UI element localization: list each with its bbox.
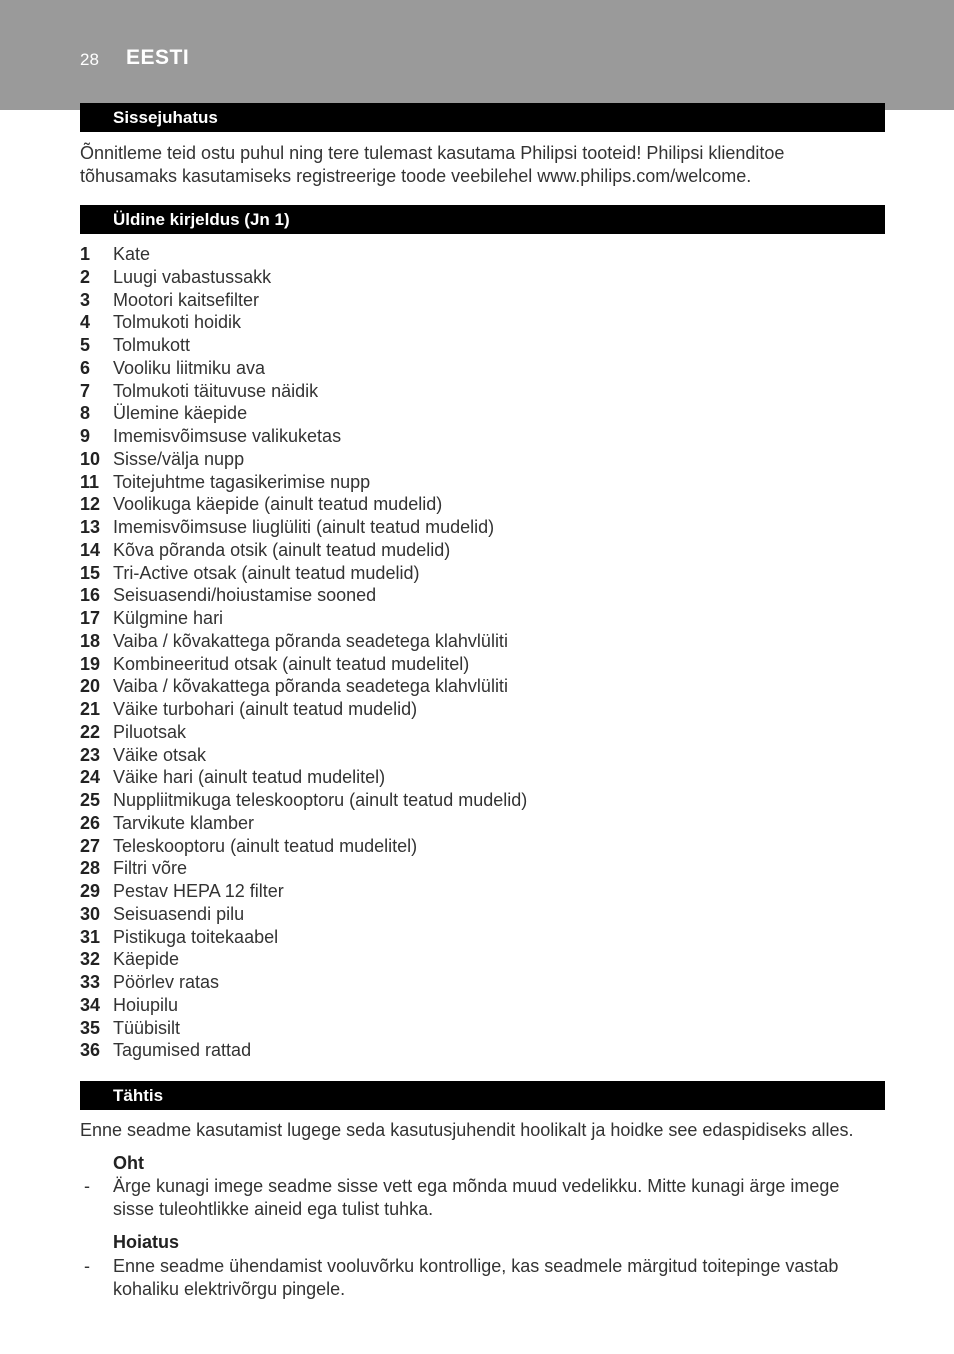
list-item	[80, 880, 527, 903]
item-number: 9	[80, 426, 91, 446]
important-paragraph: Enne seadme kasutamist lugege seda kasutusjuhendit hoolikalt ja hoidke see edaspidiseks alles.	[80, 1120, 854, 1140]
item-label: Tolmukott	[113, 335, 191, 355]
item-label: Toitejuhtme tagasikerimise nupp	[113, 471, 371, 492]
item-label: Imemisvõimsuse liuglüliti (ainult teatud mudelid)	[113, 517, 495, 537]
list-item	[80, 857, 527, 880]
header-band	[0, 0, 954, 110]
item-label: Tüübisilt	[113, 1017, 181, 1038]
list-item	[80, 744, 527, 767]
list-item	[80, 1039, 527, 1062]
section-heading-important: Tähtis	[80, 1081, 885, 1110]
item-label: Teleskooptoru (ainult teatud mudelitel)	[113, 835, 418, 856]
item-label: Hoiupilu	[113, 994, 179, 1015]
list-item	[80, 471, 527, 494]
list-item	[80, 357, 527, 380]
list-item	[80, 584, 527, 607]
item-number: 35	[80, 1017, 101, 1038]
list-item	[80, 289, 527, 312]
item-label: Sisse/välja nupp	[113, 448, 245, 469]
list-item	[80, 448, 527, 471]
list-item	[80, 812, 527, 835]
item-number: 20	[80, 676, 101, 697]
danger-text: Ärge kunagi imege seadme sisse vett ega mõnda muud vedelikku. Mitte kunagi ärge imege sisse tuleohtlikke aineid ega tulist tuhka.	[113, 1176, 840, 1219]
item-label: Pestav HEPA 12 filter	[113, 881, 284, 901]
list-item	[80, 425, 527, 448]
item-label: Vaiba / kõvakattega põranda seadetega klahvlüliti	[113, 676, 508, 697]
list-item	[80, 721, 527, 744]
item-label: Kate	[113, 244, 151, 264]
item-number: 27	[80, 835, 101, 856]
list-item	[80, 380, 527, 403]
item-number: 23	[80, 744, 101, 765]
item-number: 11	[80, 471, 100, 492]
item-number: 22	[80, 721, 101, 742]
list-item	[80, 607, 527, 630]
item-number: 2	[80, 266, 91, 287]
language-title: EESTI	[126, 46, 190, 69]
warning-heading: Hoiatus	[113, 1232, 180, 1252]
intro-paragraph: Õnnitleme teid ostu puhul ning tere tulemast kasutama Philipsi tooteid! Philipsi klienditoe tõhusamaks kasutamiseks registreerige toode veebilehel www.philips.com/welcome.	[80, 143, 785, 186]
list-item	[80, 630, 527, 653]
page-number: 28	[80, 50, 99, 69]
list-item	[80, 493, 527, 516]
item-number: 31	[80, 926, 101, 947]
item-number: 36	[80, 1040, 101, 1061]
list-item	[80, 334, 527, 357]
list-item	[80, 243, 527, 266]
item-label: Nuppliitmikuga teleskooptoru (ainult teatud mudelid)	[113, 790, 528, 810]
item-number: 19	[80, 653, 101, 674]
item-label: Väike otsak	[113, 744, 207, 765]
item-number: 15	[80, 562, 101, 583]
item-label: Kombineeritud otsak (ainult teatud mudelitel)	[113, 653, 470, 674]
item-label: Voolikuga käepide (ainult teatud mudelid)	[113, 494, 443, 515]
item-number: 24	[80, 767, 101, 788]
danger-bullet	[80, 1175, 885, 1220]
item-label: Filtri võre	[113, 858, 188, 879]
list-item	[80, 675, 527, 698]
item-number: 5	[80, 335, 91, 355]
bullet-dash: -	[84, 1256, 90, 1276]
item-label: Tolmukoti hoidik	[113, 312, 242, 333]
item-number: 30	[80, 903, 101, 924]
list-item	[80, 653, 527, 676]
item-label: Väike turbohari (ainult teatud mudelid)	[113, 699, 418, 719]
warning-text: Enne seadme ühendamist vooluvõrku kontrollige, kas seadmele märgitud toitepinge vastab kohaliku elektrivõrgu pingele.	[113, 1256, 839, 1299]
list-item	[80, 903, 527, 926]
list-item	[80, 766, 527, 789]
item-number: 6	[80, 357, 91, 378]
section-heading-intro: Sissejuhatus	[80, 103, 885, 132]
item-number: 18	[80, 630, 101, 651]
list-item	[80, 1017, 527, 1040]
item-number: 26	[80, 812, 101, 833]
item-label: Vaiba / kõvakattega põranda seadetega klahvlüliti	[113, 630, 508, 651]
item-label: Tagumised rattad	[113, 1040, 252, 1061]
danger-heading: Oht	[113, 1153, 144, 1173]
item-number: 34	[80, 994, 101, 1015]
item-label: Väike hari (ainult teatud mudelitel)	[113, 767, 386, 788]
list-item	[80, 266, 527, 289]
list-item	[80, 835, 527, 858]
item-label: Seisuasendi pilu	[113, 903, 245, 924]
item-number: 33	[80, 972, 101, 992]
section-heading-description: Üldine kirjeldus (Jn 1)	[80, 205, 885, 234]
item-label: Külgmine hari	[113, 608, 224, 628]
item-number: 25	[80, 790, 101, 810]
item-number: 17	[80, 608, 101, 628]
item-label: Kõva põranda otsik (ainult teatud mudelid)	[113, 539, 451, 560]
list-item	[80, 971, 527, 994]
item-label: Mootori kaitsefilter	[113, 289, 260, 310]
item-label: Tarvikute klamber	[113, 812, 255, 833]
item-label: Pistikuga toitekaabel	[113, 926, 279, 947]
item-label: Ülemine käepide	[113, 403, 248, 424]
item-label: Tolmukoti täituvuse näidik	[113, 380, 319, 401]
warning-bullet	[80, 1255, 885, 1300]
list-item	[80, 948, 527, 971]
list-item	[80, 311, 527, 334]
item-label: Piluotsak	[113, 721, 187, 742]
list-item	[80, 516, 527, 539]
item-number: 29	[80, 881, 101, 901]
list-item	[80, 926, 527, 949]
item-number: 3	[80, 289, 91, 310]
item-number: 21	[80, 699, 101, 719]
item-number: 1	[80, 244, 91, 264]
item-number: 14	[80, 539, 101, 560]
list-item	[80, 402, 527, 425]
item-label: Imemisvõimsuse valikuketas	[113, 426, 342, 446]
item-number: 13	[80, 517, 101, 537]
list-item	[80, 539, 527, 562]
bullet-dash: -	[84, 1176, 90, 1196]
item-number: 12	[80, 494, 101, 515]
item-number: 32	[80, 949, 101, 970]
item-number: 10	[80, 448, 101, 469]
list-item	[80, 789, 527, 812]
list-item	[80, 994, 527, 1017]
list-item	[80, 698, 527, 721]
item-number: 7	[80, 380, 91, 401]
item-label: Vooliku liitmiku ava	[113, 357, 266, 378]
parts-list	[80, 243, 527, 1062]
item-label: Käepide	[113, 949, 180, 970]
item-number: 4	[80, 312, 91, 333]
item-label: Tri-Active otsak (ainult teatud mudelid)	[113, 562, 420, 583]
item-number: 28	[80, 858, 101, 879]
item-label: Pöörlev ratas	[113, 972, 220, 992]
item-number: 8	[80, 403, 91, 424]
item-label: Luugi vabastussakk	[113, 266, 272, 287]
list-item	[80, 562, 527, 585]
item-number: 16	[80, 585, 101, 606]
item-label: Seisuasendi/hoiustamise sooned	[113, 585, 377, 606]
